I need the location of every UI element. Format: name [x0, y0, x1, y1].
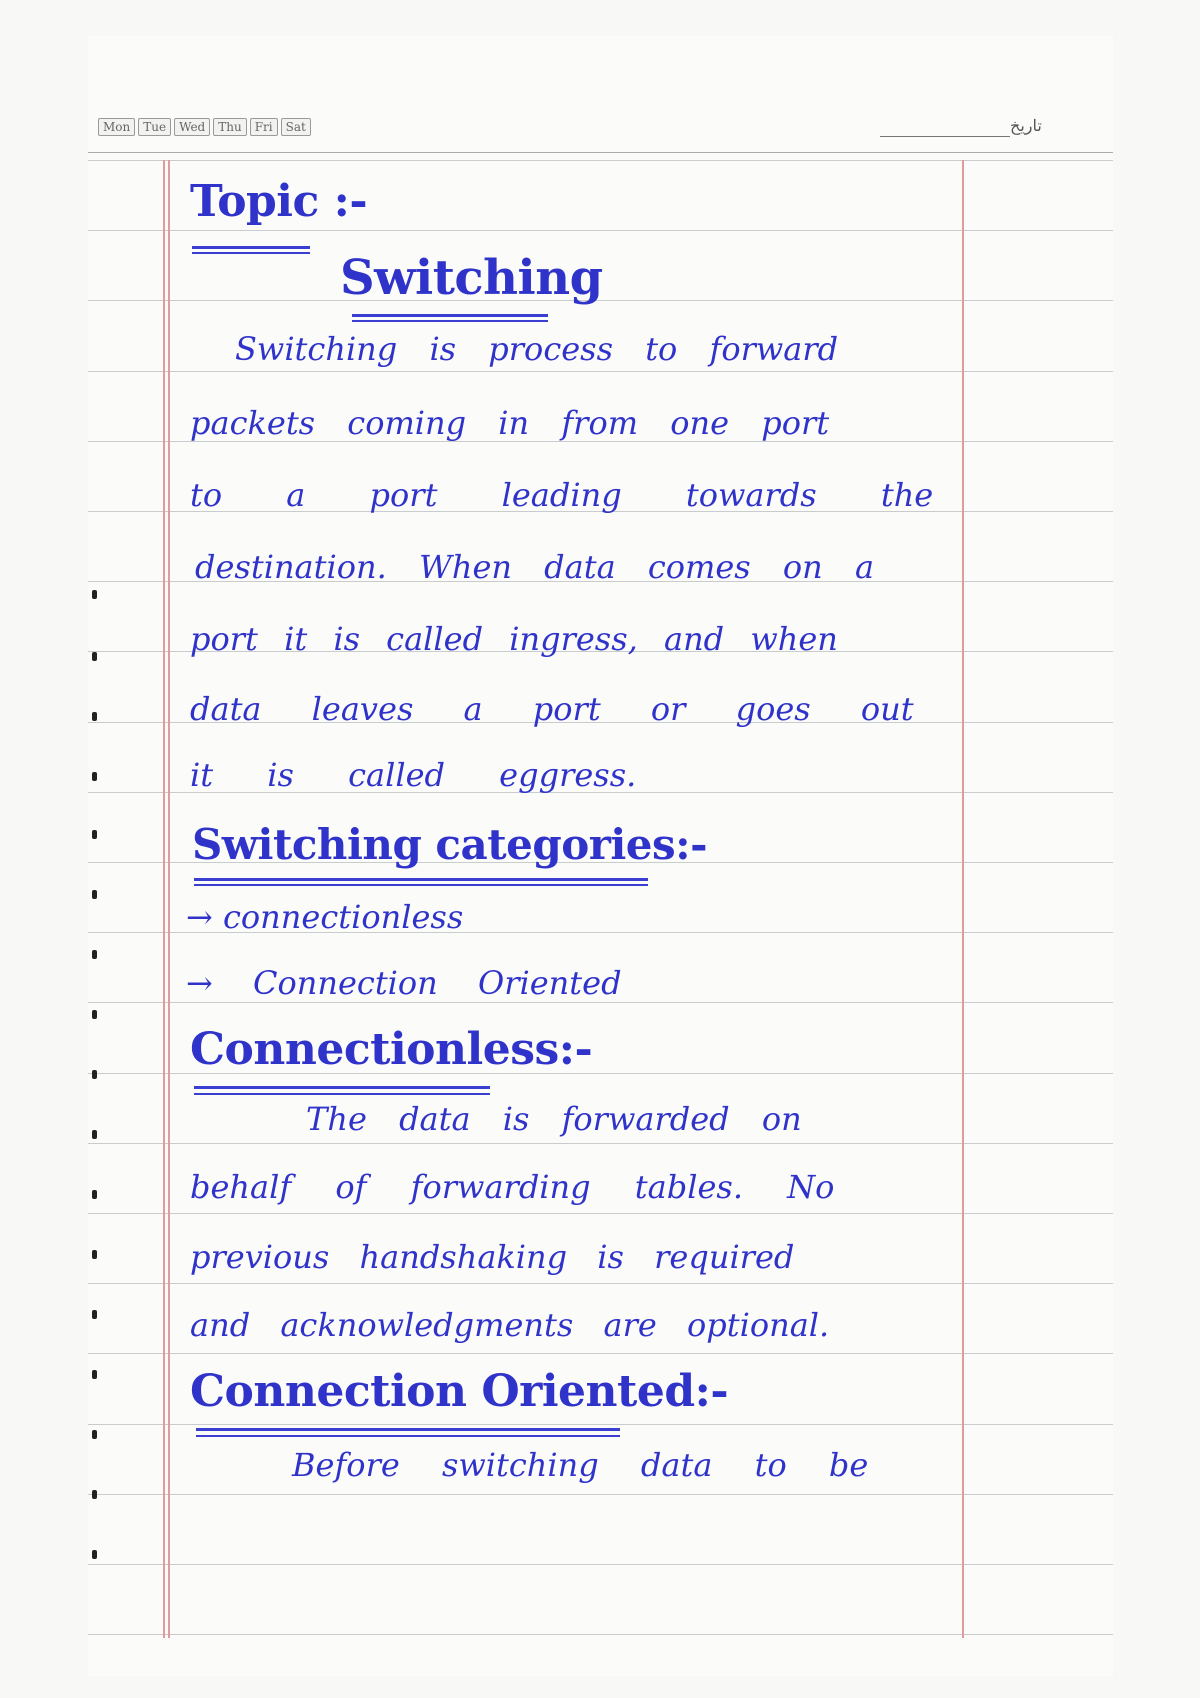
binder-dot	[92, 1550, 97, 1559]
binder-dot	[92, 1130, 97, 1139]
connectionless-line-1: The data is forwarded on	[306, 1100, 802, 1138]
intro-line-3: to a port leading towards the	[190, 476, 934, 514]
binder-dot	[92, 1190, 97, 1199]
intro-line-6: data leaves a port or goes out	[190, 690, 914, 728]
topic-underline	[192, 246, 310, 249]
intro-line-7: it is called eggress.	[190, 756, 637, 794]
connectionless-heading: Connectionless:-	[190, 1024, 593, 1075]
ruled-line	[88, 1213, 1113, 1214]
right-margin-line	[962, 160, 964, 1638]
binder-dot	[92, 590, 97, 599]
intro-line-4: destination. When data comes on a	[195, 548, 875, 586]
binder-dot	[92, 1010, 97, 1019]
category-item-connection-oriented: → Connection Oriented	[186, 964, 622, 1002]
weekday-thu: Thu	[213, 118, 246, 136]
topic-underline-2	[192, 252, 310, 254]
topic-label: Topic :-	[190, 176, 368, 227]
intro-line-1: Switching is process to forward	[235, 330, 839, 368]
left-margin-line	[163, 160, 165, 1638]
binder-dot	[92, 1070, 97, 1079]
binder-dot	[92, 1310, 97, 1319]
binder-dot	[92, 1370, 97, 1379]
binder-dot	[92, 1250, 97, 1259]
connectionless-underline-2	[194, 1093, 490, 1095]
connectionless-line-4: and acknowledgments are optional.	[190, 1306, 830, 1344]
ruled-line	[88, 1564, 1113, 1565]
weekday-boxes	[98, 118, 311, 136]
ruled-line	[88, 1283, 1113, 1284]
binder-dot	[92, 890, 97, 899]
categories-underline	[194, 878, 648, 881]
weekday-mon: Mon	[98, 118, 135, 136]
ruled-line	[88, 1634, 1113, 1635]
intro-line-2: packets coming in from one port	[190, 404, 830, 442]
binder-dot	[92, 950, 97, 959]
binder-dot	[92, 1490, 97, 1499]
connection-oriented-line-1: Before switching data to be	[292, 1446, 869, 1484]
binder-dot	[92, 652, 97, 661]
category-item-connectionless: → connectionless	[186, 898, 464, 936]
weekday-sat: Sat	[281, 118, 311, 136]
connection-oriented-underline	[196, 1428, 620, 1431]
date-label: تاریخ	[1010, 116, 1042, 135]
date-line	[880, 136, 1010, 137]
connectionless-line-2: behalf of forwarding tables. No	[190, 1168, 835, 1206]
ruled-line	[88, 160, 1113, 161]
connectionless-underline	[194, 1086, 490, 1089]
ruled-line	[88, 1494, 1113, 1495]
intro-line-5: port it is called ingress, and when	[190, 620, 838, 658]
binder-dot	[92, 1430, 97, 1439]
binder-dot	[92, 772, 97, 781]
topic-title: Switching	[340, 250, 603, 306]
title-underline-2	[352, 320, 548, 322]
ruled-line	[88, 1143, 1113, 1144]
binder-dot	[92, 712, 97, 721]
connectionless-line-3: previous handshaking is required	[190, 1238, 795, 1276]
header-rule-line	[88, 152, 1113, 153]
ruled-line	[88, 230, 1113, 231]
binder-dot	[92, 830, 97, 839]
ruled-line	[88, 1002, 1113, 1003]
connection-oriented-underline-2	[196, 1435, 620, 1437]
ruled-line	[88, 371, 1113, 372]
title-underline	[352, 314, 548, 317]
connection-oriented-heading: Connection Oriented:-	[190, 1366, 729, 1417]
ruled-line	[88, 1424, 1113, 1425]
weekday-fri: Fri	[250, 118, 278, 136]
categories-underline-2	[194, 884, 648, 886]
weekday-tue: Tue	[138, 118, 171, 136]
weekday-wed: Wed	[174, 118, 210, 136]
ruled-line	[88, 1353, 1113, 1354]
left-margin-line-inner	[168, 160, 170, 1638]
categories-heading: Switching categories:-	[192, 820, 708, 869]
